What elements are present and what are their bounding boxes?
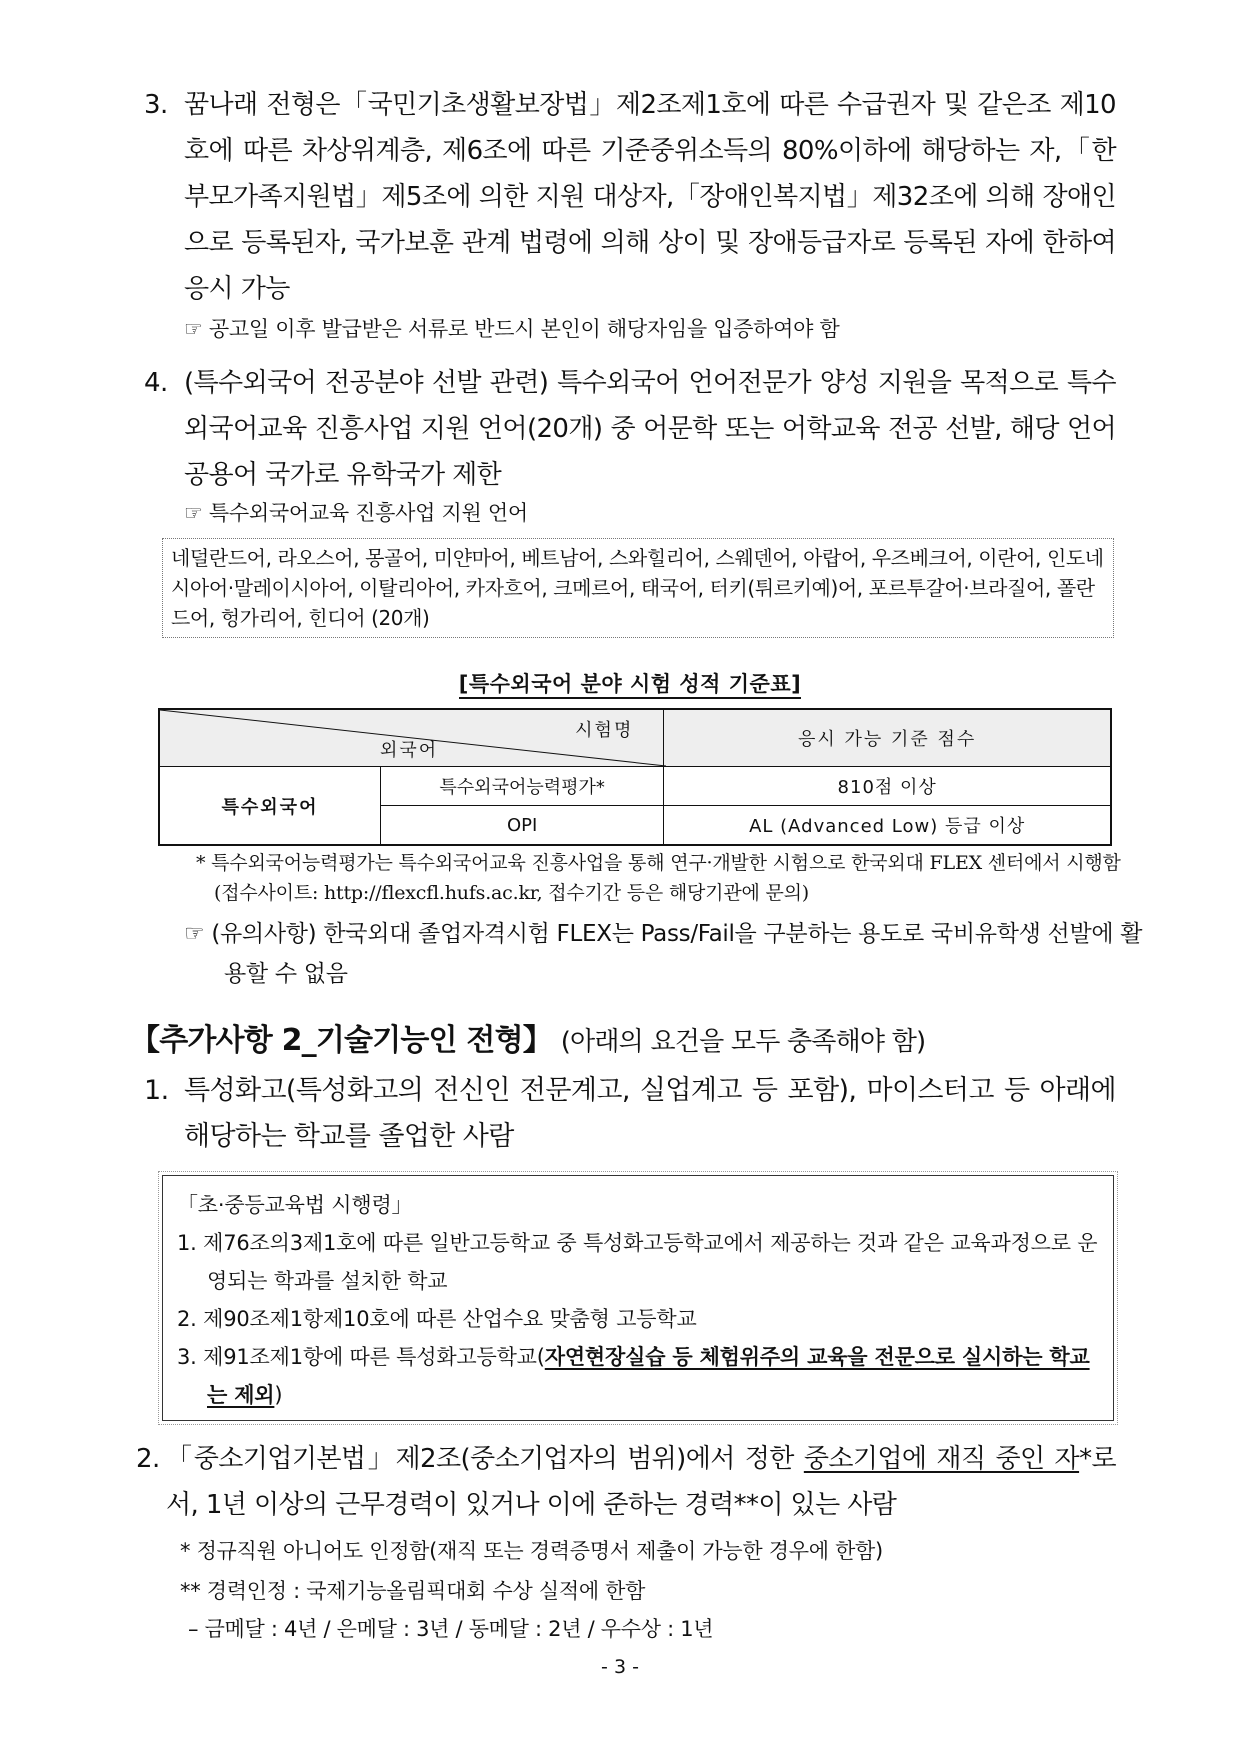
item-2-text-underlined: 중소기업에 재직 중인 자 [803, 1444, 1080, 1474]
item-3-number: 3. [144, 90, 168, 120]
section-heading-bold: 【추가사항 2_기술기능인 전형】 [130, 1023, 552, 1058]
decree-title: 「초·중등교육법 시행령」 [177, 1193, 413, 1217]
page-number: - 3 - [601, 1656, 639, 1678]
decree-item-number: 1. [177, 1231, 197, 1255]
section-heading-rest: (아래의 요건을 모두 충족해야 함) [560, 1027, 926, 1057]
section-b-item-1 [144, 1068, 1116, 1160]
decree-item-number: 2. [177, 1307, 197, 1331]
table-caption-text: [특수외국어 분야 시험 성적 기준표] [459, 672, 801, 699]
item-2-text-a: 「중소기업기본법」제2조(중소기업자의 범위)에서 정한 [166, 1444, 804, 1474]
item-1-text: 특성화고(특성화고의 전신인 전문계고, 실업계고 등 포함), 마이스터고 등 아래에 해당하는 학교를 졸업한 사람 [184, 1075, 1116, 1152]
item-4-note: ☞ 특수외국어교육 진흥사업 지원 언어 [184, 501, 528, 525]
table-footnote: * 특수외국어능력평가는 특수외국어교육 진흥사업을 통해 연구·개발한 시험으로 한국외대 FLEX 센터에서 시행함(접수사이트: http://flexcfl.hufs.ac.kr, 접수기간 등은 해당기관에 문의) [196, 852, 1121, 904]
decree-item-text: 제90조제1항제10호에 따른 산업수요 맞춤형 고등학교 [203, 1307, 697, 1331]
item-2-number: 2. [136, 1444, 160, 1474]
header-score: 응시 가능 기준 점수 [664, 709, 1111, 767]
item-1-number: 1. [144, 1075, 169, 1106]
row-score: AL (Advanced Low) 등급 이상 [664, 806, 1111, 846]
item-3-text: 꿈나래 전형은「국민기초생활보장법」제2조제1호에 따른 수급권자 및 같은조 제10호에 따른 차상위계층, 제6조에 따른 기준중위소득의 80%이하에 해당하는 자,「한부모가족지원법」제5조에 의한 지원 대상자,「장애인복지법」제32조에 의해 장애인으로 등록된자, 국가보훈 관계 법령에 의해 상이 및 장애등급자로 등록된 자에 한하여 응시 가능 [184, 90, 1116, 304]
language-list: 네덜란드어, 라오스어, 몽골어, 미얀마어, 베트남어, 스와힐리어, 스웨덴어, 아랍어, 우즈베크어, 이란어, 인도네시아어·말레이시아어, 이탈리아어, 카자흐어, 크메르어, 태국어, 터키(튀르키예)어, 포르투갈어·브라질어, 폴란드어, 헝가리어, 힌디어 (20개) [171, 546, 1104, 630]
item-4-text: (특수외국어 전공분야 선발 관련) 특수외국어 언어전문가 양성 지원을 목적으로 특수외국어교육 진흥사업 지원 언어(20개) 중 어문학 또는 어학교육 전공 선발, 해당 언어 공용어 국가로 유학국가 제한 [184, 368, 1116, 490]
decree-item-emphasis: 자연현장실습 등 체험위주의 교육을 전문으로 실시하는 학교는 제외 [207, 1345, 1090, 1407]
row-test: OPI [380, 806, 663, 846]
table-header-row [159, 709, 1111, 767]
decree-item-suffix: ) [274, 1383, 283, 1407]
table-caption [440, 668, 820, 698]
item-2-note-2: ** 경력인정 : 국제기능올림픽대회 수상 실적에 한함 [180, 1579, 646, 1603]
row-test: 특수외국어능력평가* [380, 767, 663, 806]
item-2-note-3: – 금메달 : 4년 / 은메달 : 3년 / 동메달 : 2년 / 우수상 : 1년 [188, 1617, 714, 1641]
table-row [159, 767, 1111, 806]
decree-box [162, 1175, 1114, 1421]
decree-item-number: 3. [177, 1345, 197, 1369]
row-label: 특수외국어 [159, 767, 380, 846]
item-4-number: 4. [144, 368, 168, 398]
language-list-box [162, 538, 1114, 638]
decree-item [177, 1224, 1099, 1300]
item-2-note-1: * 정규직원 아니어도 인정함(재직 또는 경력증명서 제출이 가능한 경우에 한함) [180, 1539, 883, 1563]
diagonal-header-cell [159, 709, 664, 767]
item-2-text [166, 1436, 1116, 1528]
decree-item-text: 제76조의3제1호에 따른 일반고등학교 중 특성화고등학교에서 제공하는 것과 같은 교육과정으로 운영되는 학과를 설치한 학교 [203, 1231, 1098, 1293]
item-3-note: ☞ 공고일 이후 발급받은 서류로 반드시 본인이 해당자임을 입증하여야 함 [184, 317, 840, 341]
header-test-name: 시험명 [575, 720, 634, 741]
item-3 [144, 82, 1116, 312]
header-language: 외국어 [380, 740, 439, 761]
item-2-text-b: *로서, 1년 이상의 근무경력이 있거나 이에 준하는 경력**이 있는 사람 [166, 1444, 1116, 1520]
decree-item-text: 제91조제1항에 따른 특성화고등학교( [203, 1345, 545, 1369]
caution-note: ☞ (유의사항) 한국외대 졸업자격시험 FLEX는 Pass/Fail을 구분하는 용도로 국비유학생 선발에 활용할 수 없음 [184, 921, 1143, 987]
item-4 [144, 360, 1116, 498]
section-heading [130, 1018, 925, 1065]
decree-item [177, 1338, 1099, 1414]
decree-item [177, 1300, 1099, 1338]
section-b-item-2 [136, 1436, 1116, 1528]
score-table [158, 708, 1112, 846]
row-score: 810점 이상 [664, 767, 1111, 806]
